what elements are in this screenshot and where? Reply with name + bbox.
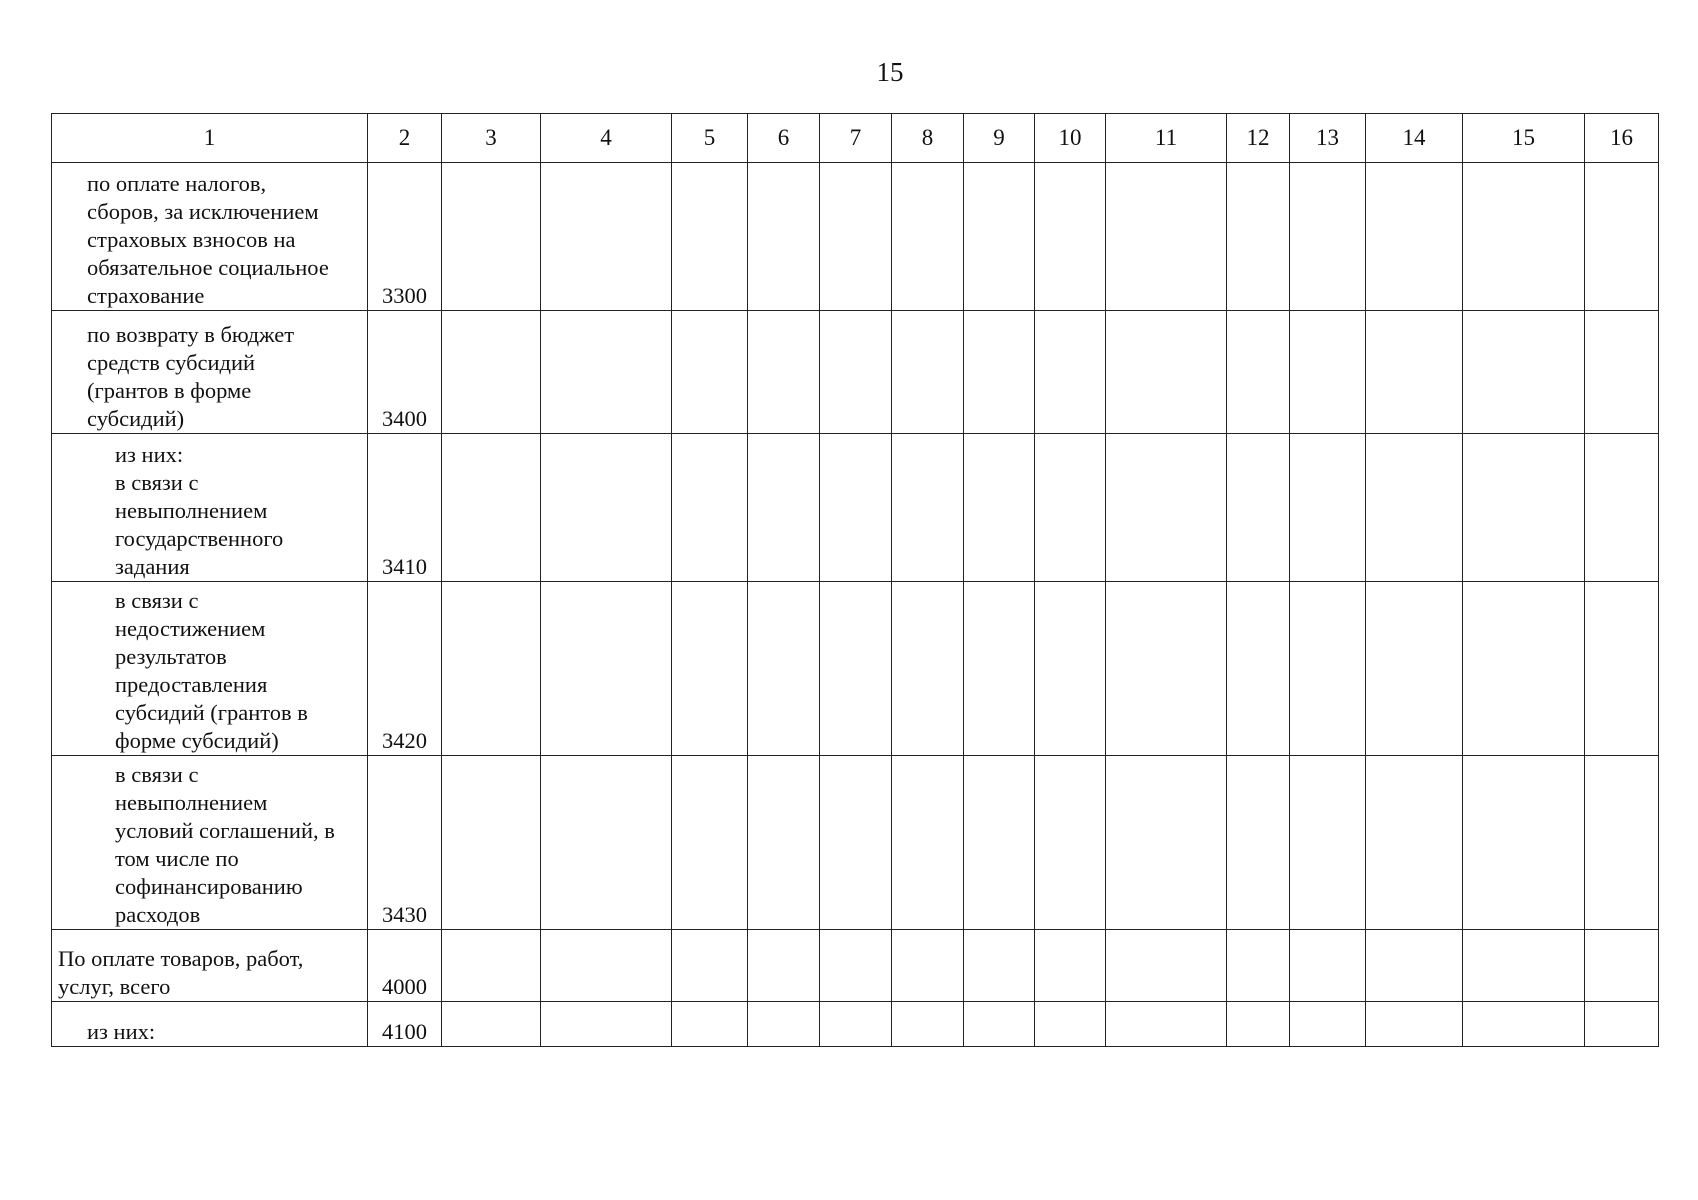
empty-value-cell (541, 582, 672, 756)
row-label-cell (52, 582, 368, 756)
table-body (52, 163, 1659, 1047)
empty-value-cell (442, 1002, 541, 1047)
empty-value-cell (1290, 434, 1366, 582)
column-number-header: 9 (964, 114, 1035, 163)
empty-value-cell (1035, 311, 1106, 434)
column-number-header: 3 (442, 114, 541, 163)
empty-value-cell (748, 930, 820, 1002)
empty-value-cell (820, 582, 892, 756)
empty-value-cell (1035, 756, 1106, 930)
row-code: 3300 (368, 163, 442, 311)
empty-value-cell (1035, 1002, 1106, 1047)
empty-value-cell (820, 756, 892, 930)
empty-value-cell (442, 163, 541, 311)
table-row (52, 582, 1659, 756)
empty-value-cell (1366, 163, 1463, 311)
empty-value-cell (1585, 756, 1659, 930)
column-number-header: 5 (672, 114, 748, 163)
empty-value-cell (820, 434, 892, 582)
empty-value-cell (672, 930, 748, 1002)
row-label: По оплате товаров, работ, услуг, всего (58, 946, 304, 999)
empty-value-cell (892, 311, 964, 434)
empty-value-cell (1463, 756, 1585, 930)
empty-value-cell (1290, 1002, 1366, 1047)
empty-value-cell (964, 930, 1035, 1002)
empty-value-cell (964, 1002, 1035, 1047)
empty-value-cell (1585, 930, 1659, 1002)
row-label-cell (52, 311, 368, 434)
row-code: 4100 (368, 1002, 442, 1047)
empty-value-cell (1463, 163, 1585, 311)
column-number-header: 13 (1290, 114, 1366, 163)
table-row (52, 756, 1659, 930)
empty-value-cell (1227, 163, 1290, 311)
row-label: по возврату в бюджет средств субсидий (грантов в форме субсидий) (87, 322, 295, 431)
empty-value-cell (1290, 163, 1366, 311)
empty-value-cell (1366, 311, 1463, 434)
empty-value-cell (1585, 163, 1659, 311)
report-table (51, 113, 1659, 1047)
empty-value-cell (1035, 163, 1106, 311)
empty-value-cell (892, 930, 964, 1002)
empty-value-cell (964, 582, 1035, 756)
empty-value-cell (1585, 1002, 1659, 1047)
table-row (52, 163, 1659, 311)
empty-value-cell (964, 434, 1035, 582)
empty-value-cell (1227, 582, 1290, 756)
empty-value-cell (1290, 756, 1366, 930)
empty-value-cell (1366, 930, 1463, 1002)
empty-value-cell (1227, 311, 1290, 434)
empty-value-cell (1290, 930, 1366, 1002)
column-number-header: 8 (892, 114, 964, 163)
empty-value-cell (1585, 311, 1659, 434)
empty-value-cell (964, 163, 1035, 311)
empty-value-cell (820, 930, 892, 1002)
empty-value-cell (892, 1002, 964, 1047)
empty-value-cell (672, 1002, 748, 1047)
row-code: 3400 (368, 311, 442, 434)
empty-value-cell (748, 311, 820, 434)
row-label-cell (52, 1002, 368, 1047)
empty-value-cell (1106, 582, 1227, 756)
row-label-cell (52, 756, 368, 930)
empty-value-cell (892, 163, 964, 311)
column-number-header: 12 (1227, 114, 1290, 163)
empty-value-cell (820, 311, 892, 434)
empty-value-cell (442, 311, 541, 434)
empty-value-cell (1035, 582, 1106, 756)
empty-value-cell (541, 930, 672, 1002)
column-number-header: 7 (820, 114, 892, 163)
empty-value-cell (964, 756, 1035, 930)
row-code: 3420 (368, 582, 442, 756)
empty-value-cell (1585, 582, 1659, 756)
column-number-header: 15 (1463, 114, 1585, 163)
empty-value-cell (672, 582, 748, 756)
empty-value-cell (1290, 582, 1366, 756)
empty-value-cell (1463, 582, 1585, 756)
table-row (52, 930, 1659, 1002)
empty-value-cell (1366, 1002, 1463, 1047)
empty-value-cell (1366, 582, 1463, 756)
row-label: из них: (87, 1019, 156, 1044)
empty-value-cell (820, 1002, 892, 1047)
empty-value-cell (1290, 311, 1366, 434)
empty-value-cell (1227, 930, 1290, 1002)
row-label: в связи с невыполнением условий соглашений, в том числе по софинансированию расходов (115, 762, 335, 927)
row-code: 4000 (368, 930, 442, 1002)
empty-value-cell (672, 163, 748, 311)
empty-value-cell (1366, 756, 1463, 930)
empty-value-cell (892, 434, 964, 582)
empty-value-cell (672, 756, 748, 930)
empty-value-cell (748, 163, 820, 311)
empty-value-cell (748, 434, 820, 582)
table-row (52, 311, 1659, 434)
column-number-header: 1 (52, 114, 368, 163)
column-number-header: 11 (1106, 114, 1227, 163)
empty-value-cell (748, 1002, 820, 1047)
row-label: в связи с недостижением результатов предоставления субсидий (грантов в форме субсидий) (115, 588, 308, 753)
empty-value-cell (1106, 434, 1227, 582)
column-number-header: 6 (748, 114, 820, 163)
empty-value-cell (1227, 1002, 1290, 1047)
column-number-header: 16 (1585, 114, 1659, 163)
column-number-header: 4 (541, 114, 672, 163)
table-row (52, 434, 1659, 582)
empty-value-cell (541, 434, 672, 582)
empty-value-cell (892, 756, 964, 930)
row-label: из них: в связи с невыполнением государственного задания (115, 442, 284, 579)
empty-value-cell (1106, 1002, 1227, 1047)
empty-value-cell (964, 311, 1035, 434)
empty-value-cell (1106, 756, 1227, 930)
row-label-cell (52, 930, 368, 1002)
empty-value-cell (442, 434, 541, 582)
column-number-header: 14 (1366, 114, 1463, 163)
empty-value-cell (1035, 930, 1106, 1002)
empty-value-cell (748, 756, 820, 930)
empty-value-cell (892, 582, 964, 756)
empty-value-cell (541, 163, 672, 311)
empty-value-cell (541, 1002, 672, 1047)
empty-value-cell (748, 582, 820, 756)
empty-value-cell (1227, 434, 1290, 582)
row-label-cell (52, 163, 368, 311)
column-number-header: 10 (1035, 114, 1106, 163)
empty-value-cell (672, 434, 748, 582)
column-number-header: 2 (368, 114, 442, 163)
row-label-cell (52, 434, 368, 582)
empty-value-cell (1366, 434, 1463, 582)
empty-value-cell (1227, 756, 1290, 930)
row-label: по оплате налогов, сборов, за исключением страховых взносов на обязательное социальное страхование (87, 171, 329, 308)
empty-value-cell (541, 311, 672, 434)
table-row (52, 1002, 1659, 1047)
empty-value-cell (1106, 311, 1227, 434)
empty-value-cell (672, 311, 748, 434)
empty-value-cell (1463, 311, 1585, 434)
empty-value-cell (1463, 930, 1585, 1002)
empty-value-cell (820, 163, 892, 311)
row-code: 3430 (368, 756, 442, 930)
empty-value-cell (541, 756, 672, 930)
header-row (52, 114, 1659, 163)
page-number: 15 (876, 57, 904, 87)
empty-value-cell (1106, 930, 1227, 1002)
empty-value-cell (1106, 163, 1227, 311)
empty-value-cell (1035, 434, 1106, 582)
empty-value-cell (442, 582, 541, 756)
empty-value-cell (442, 756, 541, 930)
empty-value-cell (1463, 434, 1585, 582)
row-code: 3410 (368, 434, 442, 582)
empty-value-cell (442, 930, 541, 1002)
empty-value-cell (1585, 434, 1659, 582)
empty-value-cell (1463, 1002, 1585, 1047)
